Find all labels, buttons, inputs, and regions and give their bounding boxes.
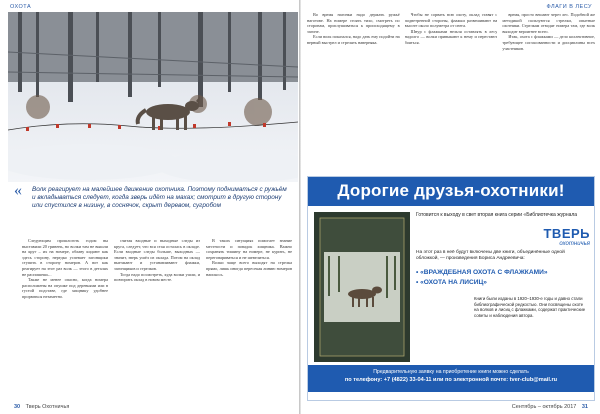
paragraph: Следующим прошлоготь годом вы выставили 20 гривень, но волки там не вышли на круг – их на номере, облаву кидают как здесь сторону, нередко успевает загонщики ступить в сторону номеров. А вот как реагирует на этот раз волк — этого в деталях не распишешь... bbox=[22, 238, 108, 277]
article-column bbox=[307, 12, 400, 172]
book-title-item: • «ВРАЖДЕБНАЯ ОХОТА С ФЛАЖКАМИ» bbox=[416, 268, 588, 278]
brand-name: ТВЕРЬ bbox=[543, 226, 590, 241]
book-title-list bbox=[416, 268, 588, 287]
ad-description: Книги были изданы в 1920–1930-е годы и давно стали библиографической редкостью. Они посвящены охоте на волков и лисиц с флажками, содержат практические советы и наблюдения автора. bbox=[474, 296, 586, 318]
ad-body bbox=[308, 206, 594, 392]
book-title-item: • «ОХОТА НА ЛИСИЦ» bbox=[416, 278, 588, 288]
paragraph: В таких ситуациях помогает знание местности и повадок хищника. Важно сохранять тишину на номере, не курить, не переговариваться и не шевелиться. bbox=[206, 238, 292, 260]
magazine-title: Тверь Охотничья bbox=[25, 404, 70, 410]
page-number: 31 bbox=[581, 404, 588, 410]
order-info-banner bbox=[308, 365, 594, 392]
page-number: 30 bbox=[14, 404, 21, 410]
paragraph: Чтобы не сорвать всю охоту, оклад ставят с подветренной стороны, флажки развешивают на высоте около полуметра от снега. bbox=[404, 12, 498, 29]
section-label: ОХОТА bbox=[10, 4, 32, 10]
left-page bbox=[0, 0, 299, 414]
pull-quote: Волк реагирует на малейшее движение охотника. Поэтому подниматься с ружьём и вкладываться следует, когда зверь идёт на махах; смотрит в другую сторону или спустился в низину, в соснячок, скрыт деревом, сугробом bbox=[32, 186, 287, 210]
order-contact-line: по телефону: +7 (4822) 33-04-11 или по электронной почте: tver-club@mail.ru bbox=[344, 377, 558, 383]
paragraph: Если волк показался, надо дать ему подойти на верный выстрел и стрелять наверняка. bbox=[307, 34, 400, 45]
book-advertisement bbox=[307, 176, 595, 401]
article-column bbox=[206, 238, 292, 403]
article-columns bbox=[307, 12, 595, 172]
book-cover-illustration bbox=[314, 212, 410, 362]
book-cover-image bbox=[314, 212, 410, 362]
paragraph: считая входные и выходные следы из круга, следует, что вся стая осталась в окладе. Если входные следы больше, выходных — значит, зверь ушёл из оклада. Потом на оклад выезжают и устанавливают флажки, загонщиков и стрелков. bbox=[114, 238, 200, 271]
ad-headline: Дорогие друзья-охотники! bbox=[308, 177, 594, 206]
wolf-in-forest-image bbox=[8, 12, 298, 182]
paragraph: Шнур с флажками нельзя оставлять в лесу надолго — волки привыкают к нему и перестают бояться. bbox=[404, 28, 498, 45]
paragraph: Волки чаще всего выходят на стрелка прямо, лишь иногда пересекая линию номеров наискось. bbox=[206, 260, 292, 277]
article-column bbox=[114, 238, 200, 403]
right-page bbox=[301, 0, 600, 414]
brand-subtitle: охотничья bbox=[559, 241, 590, 247]
paragraph: Во время нагонки надо держать ружьё наготове. На номере стоять тихо, смотреть по сторонам, прислушиваться к происходящему в загоне. bbox=[307, 12, 400, 34]
ad-description-lead: На этот раз в неё будут включены две книги, объединённые одной обложкой, — произведения Бориса Андреевича: bbox=[416, 250, 565, 261]
article-column bbox=[22, 238, 108, 403]
paragraph: время, просто вешают через лес. Подобной же методикой пользуются стрелки, опытные охотники. Стрелкам отводят номера там, где волк выходит вероятнее всего. bbox=[502, 12, 596, 34]
paragraph: Итак, охота с флажками — дело коллективное, требующее согласованности и дисциплины всех участников. bbox=[502, 34, 596, 51]
quote-mark-icon: « bbox=[14, 182, 22, 199]
paragraph: Тогда надо посмотреть, куда волки ушли, и повторить оклад в новом месте. bbox=[114, 271, 200, 283]
brand-logo bbox=[510, 226, 590, 247]
page-footer bbox=[10, 404, 69, 410]
order-info-line: Предварительную заявку на приобретение книги можно сделать bbox=[373, 369, 529, 375]
article-column bbox=[405, 12, 498, 172]
article-column bbox=[502, 12, 595, 172]
ad-intro-text: Готовится к выходу в свет вторая книга серии «Библиотечка журнала bbox=[416, 212, 578, 218]
paragraph: Также не менее опасно, когда номера расположены на опушке под деревьями или в густой подставе, где хищнику удобнее прорваться незаметно. bbox=[22, 277, 108, 299]
wolf-photo bbox=[8, 12, 298, 182]
issue-date: Сентябрь – октябрь 2017 bbox=[511, 404, 577, 410]
page-footer bbox=[512, 404, 592, 410]
section-label: ФЛАГИ В ЛЕСУ bbox=[546, 4, 592, 10]
article-columns bbox=[22, 238, 292, 403]
